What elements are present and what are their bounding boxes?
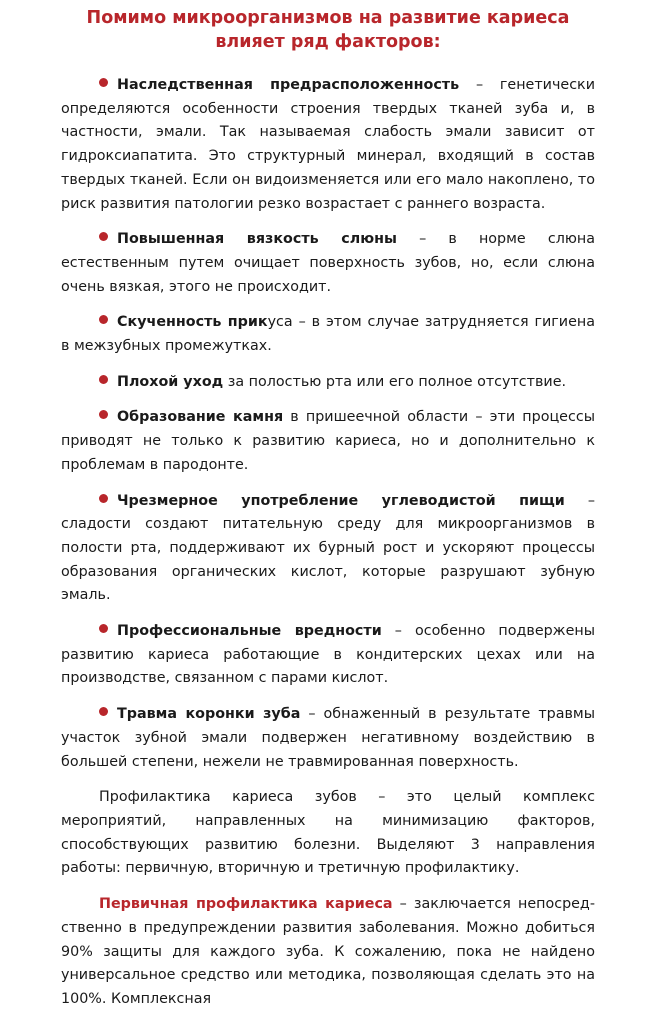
factor-item-saliva	[61, 228, 595, 299]
bullet-icon	[99, 315, 108, 324]
factor-text: – особенно подвержены развитию кариеса работающие в кондитерских цехах или на производстве, связанном с парами кислот.	[61, 623, 595, 687]
factor-term: Скученность прик	[117, 314, 268, 331]
factor-item-heredity	[61, 74, 595, 216]
bullet-icon	[99, 232, 108, 241]
factor-item-trauma	[61, 703, 595, 774]
factor-term: Профессиональные вредности	[117, 623, 382, 640]
bullet-icon	[99, 78, 108, 87]
factor-item-tartar	[61, 406, 595, 477]
factor-term: Плохой уход	[117, 373, 224, 390]
factor-text: – обнаженный в результате травмы участок зубной эмали подвержен негативному воздействию в большей степени, нежели не травмированная поверхность.	[61, 706, 595, 770]
document-page	[61, 6, 595, 1024]
factor-list	[61, 74, 595, 774]
factor-term: Травма коронки зуба	[117, 706, 301, 723]
factor-text: за полостью рта или его полное отсутствие.	[223, 373, 567, 390]
primary-prophylaxis-text: – заключается непосредственно в предупреждении развития заболевания. Можно добиться 90% защиты для каждого зуба. К сожалению, пока не найдено универсальное средство или методика, позволяющая сделать это на 100%. Комплексная	[61, 896, 595, 1007]
factor-text: – генетически определяются особенности строения твердых тканей зуба и, в частности, эмали. Так называемая слабость эмали зависит от гидроксиапатита. Это структурный минерал, входящий в состав твердых тканей. Если он видоизменяется или его мало накоплено, то риск развития патологии резко возрастает с раннего возраста.	[61, 77, 595, 212]
factor-text: – сладости создают питательную среду для микроорганизмов в полости рта, поддерживают их бурный рост и ускоряют процессы образования органических кислот, которые разрушают зубную эмаль.	[61, 492, 595, 604]
page-title: Помимо микроорганизмов на развитие кариеса влияет ряд факторов:	[86, 8, 570, 52]
primary-prophylaxis-paragraph	[61, 893, 595, 1012]
bullet-icon	[99, 707, 108, 716]
bullet-icon	[99, 410, 108, 419]
factor-item-poor-care	[61, 371, 595, 395]
bullet-icon	[99, 375, 108, 384]
factor-item-occupational	[61, 620, 595, 691]
factor-item-crowding	[61, 311, 595, 358]
factor-term: Образование камня	[117, 409, 284, 426]
factor-term: Повышенная вязкость слюны	[117, 231, 397, 248]
factor-term: Наследственная предрасположенность	[117, 77, 460, 93]
prophylaxis-paragraph: Профилактика кариеса зубов – это целый комплекс мероприятий, направленных на минимизацию факторов, способствующих развитию болезни. Выделяют 3 направления работы: первичную, вторичную и третичную профилактику.	[61, 789, 595, 877]
factor-term: Чрезмерное употребление углеводистой пищи	[117, 492, 565, 509]
factor-item-carbohydrates	[61, 490, 595, 609]
factor-text: уса – в этом случае затрудняется гигиена в межзубных промежутках.	[61, 314, 595, 355]
factor-text: в пришеечной области – эти процессы приводят не только к развитию кариеса, но и дополнительно к проблемам в пародонте.	[61, 409, 595, 473]
factor-text: – в норме слюна естественным путем очищает поверхность зубов, но, если слюна очень вязкая, этого не происходит.	[61, 231, 595, 295]
bullet-icon	[99, 624, 108, 633]
primary-prophylaxis-term: Первичная профилактика кариеса	[99, 896, 393, 913]
bullet-icon	[99, 494, 108, 503]
